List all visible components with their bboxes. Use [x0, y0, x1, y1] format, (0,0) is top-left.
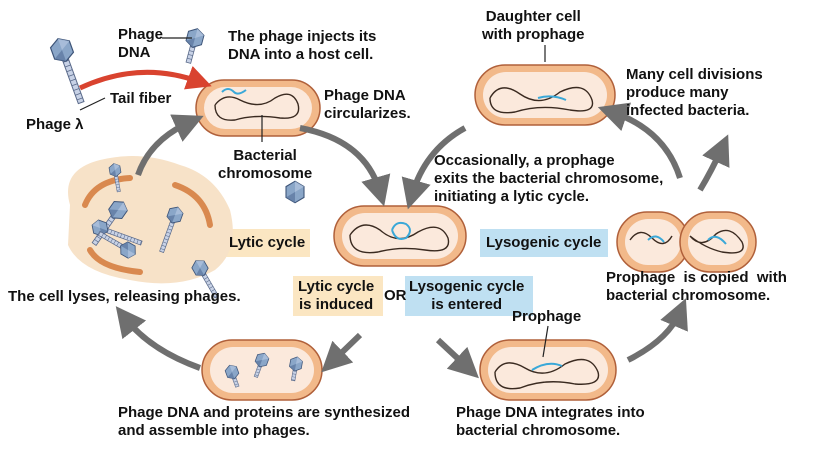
- dividing-cell-left: [617, 212, 689, 272]
- prophage-label: Prophage: [512, 308, 582, 325]
- cytoplasm: [483, 72, 607, 118]
- phage-head-free: [286, 181, 304, 203]
- lysogenic-entered-label: Lysogenic cycle is entered: [409, 278, 525, 313]
- cytoplasm: [204, 87, 312, 129]
- tail-fiber-label: Tail fiber: [110, 90, 172, 107]
- lysogenic-cycle-label: Lysogenic cycle: [486, 234, 602, 251]
- phage-dna-particle: [181, 27, 206, 65]
- phage-lambda-label: Phage λ: [26, 116, 84, 133]
- circularizes-label: Phage DNA circularizes.: [324, 87, 411, 122]
- lytic-induced-label: Lytic cycle is induced: [298, 278, 375, 313]
- prophage-copied-label: Prophage is copied with bacterial chromosome.: [606, 269, 787, 304]
- cytoplasm: [625, 219, 681, 265]
- dividing-cell-right: [680, 212, 756, 272]
- injection-arrow: [80, 72, 200, 88]
- occasionally-label: Occasionally, a prophage exits the bacterial chromosome, initiating a lytic cycle.: [434, 152, 664, 205]
- bacterial-chromosome-label: Bacterial chromosome: [218, 147, 313, 182]
- integration-cell: [480, 340, 616, 400]
- many-divisions-label: Many cell divisions produce many infected bacteria.: [626, 66, 763, 119]
- synthesized-label: Phage DNA and proteins are synthesized and assemble into phages.: [118, 404, 411, 439]
- injects-label: The phage injects its DNA into a host cell.: [228, 28, 377, 63]
- cytoplasm: [488, 347, 608, 393]
- cytoplasm: [342, 213, 458, 259]
- arrow-many-divisions: [700, 148, 722, 190]
- phage-dna-label: Phage DNA: [118, 26, 164, 61]
- arrow-integration-to-copy: [628, 312, 680, 360]
- assembly-cell: [202, 340, 322, 400]
- or-label: OR: [384, 287, 407, 304]
- daughter-cell-label: Daughter cell with prophage: [482, 8, 585, 43]
- circularized-cell: [334, 206, 466, 266]
- daughter-cell: [475, 65, 615, 125]
- lytic-cycle-label: Lytic cycle: [229, 234, 306, 251]
- integrates-label: Phage DNA integrates into bacterial chromosome.: [456, 404, 645, 439]
- arrow-to-integration: [438, 340, 468, 368]
- arrow-synthesis-to-lysis: [125, 318, 200, 368]
- arrow-to-synthesis: [332, 335, 360, 362]
- cell-lyses-label: The cell lyses, releasing phages.: [8, 288, 241, 305]
- phage-lambda: [48, 35, 90, 106]
